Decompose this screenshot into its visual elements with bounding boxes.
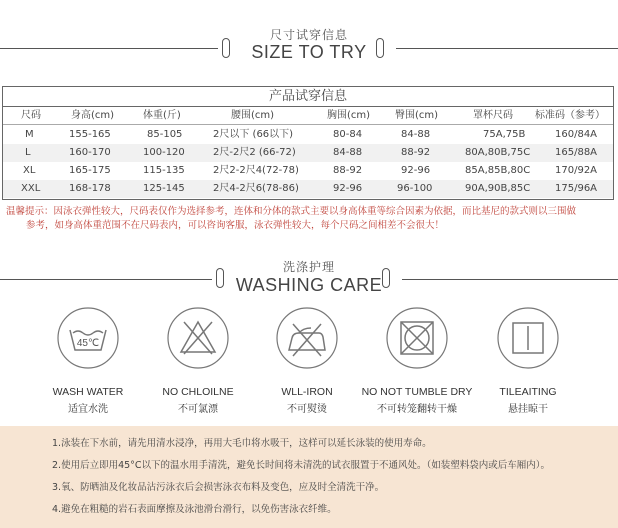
cell-size: M <box>25 129 34 140</box>
no-iron-icon <box>275 306 339 370</box>
cell-waist: 2尺4-2尺6(78-86) <box>213 183 299 194</box>
cell-cup: 85A,85B,80C <box>465 165 531 176</box>
cell-standard: 160/84A <box>555 129 598 140</box>
cell-weight: 85-105 <box>147 129 183 140</box>
size-tip <box>6 205 612 233</box>
note-item: 4.避免在粗糙的岩石表面摩擦及泳池滑台滑行，以免伤害泳衣纤维。 <box>52 504 337 515</box>
care-label-en: NO CHLOILNE <box>162 386 234 398</box>
header-standard: 标准码（参考） <box>535 110 605 121</box>
cell-size: XXL <box>21 183 41 194</box>
cell-weight: 100-120 <box>143 147 185 158</box>
cell-waist: 2尺2-2尺4(72-78) <box>213 165 299 176</box>
tip-line-1 <box>6 205 612 219</box>
cell-bust: 84-88 <box>333 147 363 158</box>
line-dry-icon <box>496 306 560 370</box>
header-bust: 胸围(cm) <box>327 110 371 121</box>
header-hip: 臀围(cm) <box>395 110 439 121</box>
table-row <box>3 162 613 180</box>
cell-bust: 88-92 <box>333 165 363 176</box>
tip-label: 温馨提示： <box>6 206 54 217</box>
cell-weight: 125-145 <box>143 183 185 194</box>
care-label-cn: 不可熨烫 <box>287 404 327 415</box>
cell-weight: 115-135 <box>143 165 185 176</box>
cell-standard: 165/88A <box>555 147 598 158</box>
cell-height: 155-165 <box>69 129 111 140</box>
header-height: 身高(cm) <box>71 110 115 121</box>
table-row <box>3 144 613 162</box>
cell-hip: 88-92 <box>401 147 431 158</box>
tip-text-2: 参考，如身高体重范围不在尺码表内，可以咨询客服，泳衣弹性较大，每个尺码之间相差不会很大！ <box>26 220 445 231</box>
no-bleach-icon <box>166 306 230 370</box>
care-label-cn: 适宜水洗 <box>68 404 108 415</box>
cell-waist: 2尺以下 (66以下) <box>213 129 294 140</box>
care-label-cn: 不可氯漂 <box>178 404 218 415</box>
table-header-row <box>3 107 613 125</box>
care-label-en: TILEAITING <box>499 386 557 398</box>
cell-height: 160-170 <box>69 147 111 158</box>
cell-size: XL <box>23 165 36 176</box>
washing-title-cn: 洗涤护理 <box>282 260 335 274</box>
size-table <box>2 86 614 200</box>
size-title-cn: 尺寸试穿信息 <box>269 28 348 42</box>
cell-height: 165-175 <box>69 165 111 176</box>
note-item: 2.使用后立即用45°C以下的温水用手清洗，避免长时间将未清洗的试衣服置于不通风处。（如装塑料袋内或后车厢内）。 <box>52 460 551 471</box>
cell-hip: 84-88 <box>401 129 431 140</box>
note-item: 3.氧、防晒油及化妆品沾污泳衣后会损害泳衣布料及变色，应及时全清洗干净。 <box>52 482 385 493</box>
cell-bust: 80-84 <box>333 129 363 140</box>
care-label-en: WLL-IRON <box>281 386 333 398</box>
cell-waist: 2尺-2尺2 (66-72) <box>213 147 296 158</box>
wash-45c-icon <box>56 306 120 370</box>
wash-temp-label: 45℃ <box>76 338 100 349</box>
cell-size: L <box>25 147 31 158</box>
care-notes <box>0 426 618 528</box>
header-waist: 腰围(cm) <box>231 110 275 121</box>
washing-title-en: WASHING CARE <box>235 275 383 295</box>
header-cup: 罩杯尺码 <box>473 110 513 121</box>
no-tumble-dry-icon <box>385 306 449 370</box>
table-title: 产品试穿信息 <box>3 87 613 107</box>
size-title-en: SIZE TO TRY <box>251 42 367 62</box>
table-row <box>3 126 613 144</box>
table-row <box>3 180 613 198</box>
care-label-cn: 不可转笼翻转干燥 <box>377 404 457 415</box>
cell-cup: 90A,90B,85C <box>465 183 531 194</box>
cell-standard: 170/92A <box>555 165 598 176</box>
header-weight: 体重(斤) <box>143 110 181 121</box>
tip-text-1: 因泳衣弹性较大，尺码表仅作为选择参考，连体和分体的款式主要以身高体重等综合因素为依据，而比基尼的款式则以三围做 <box>53 206 577 217</box>
cell-hip: 92-96 <box>401 165 431 176</box>
cell-standard: 175/96A <box>555 183 598 194</box>
cell-cup: 80A,80B,75C <box>465 147 531 158</box>
header-size: 尺码 <box>21 110 41 121</box>
care-label-cn: 悬挂晾干 <box>508 404 548 415</box>
cell-hip: 96-100 <box>397 183 433 194</box>
tip-line-2 <box>6 219 612 233</box>
cell-bust: 92-96 <box>333 183 363 194</box>
care-label-en: NO NOT TUMBLE DRY <box>361 386 473 398</box>
note-item: 1.泳装在下水前，请先用清水浸净，再用大毛巾将水吸干，这样可以延长泳装的使用寿命。 <box>52 438 432 449</box>
care-label-en: WASH WATER <box>52 386 124 398</box>
cell-cup: 75A,75B <box>483 129 526 140</box>
cell-height: 168-178 <box>69 183 111 194</box>
